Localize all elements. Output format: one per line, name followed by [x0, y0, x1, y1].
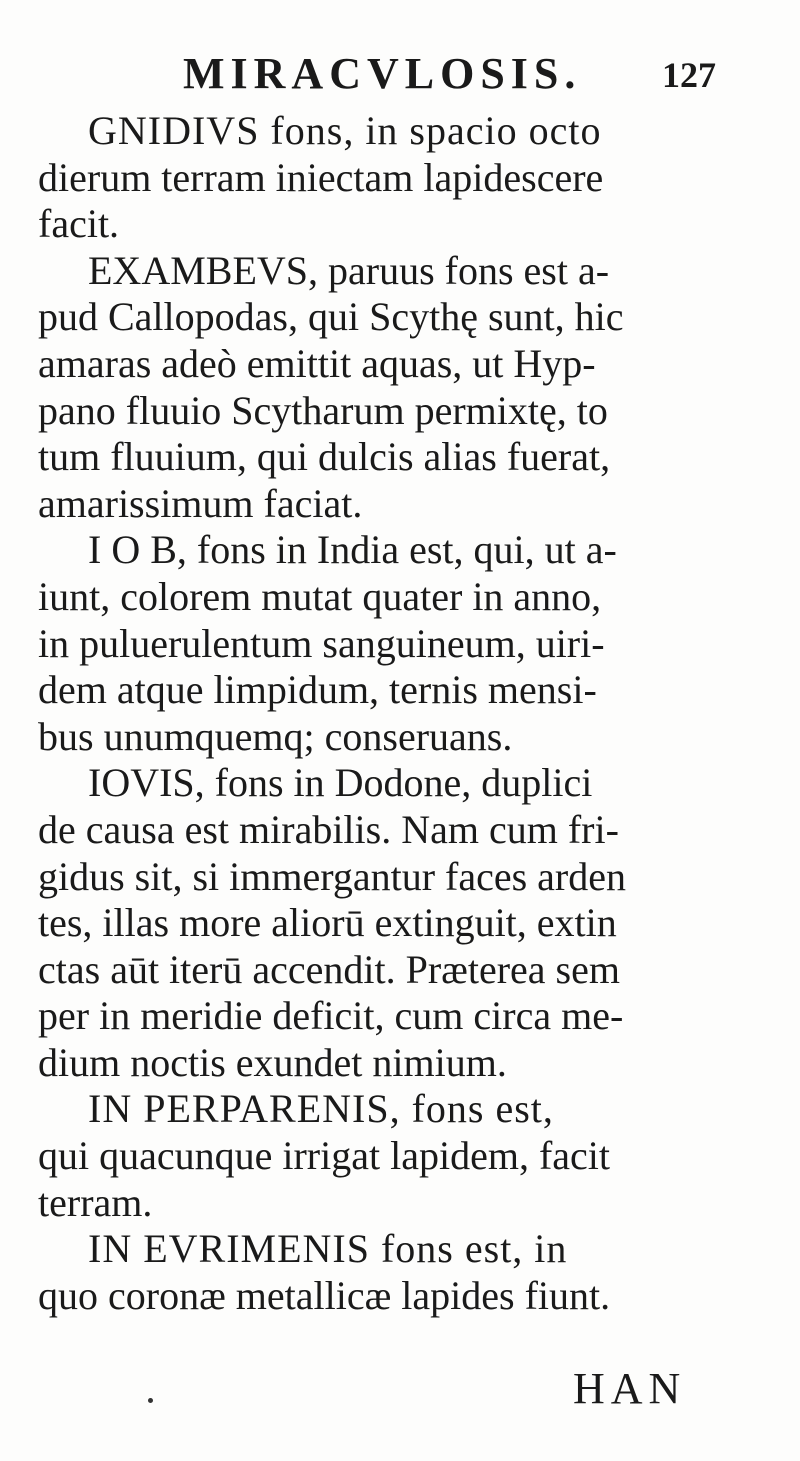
text-line: EXAMBEVS, paruus fons est a-	[88, 247, 610, 293]
text-line: ctas aūt iterū accendit. Præterea sem	[38, 946, 620, 992]
text-line: terram.	[38, 1179, 153, 1225]
text-line: facit.	[38, 201, 120, 247]
text-line: amarissimum faciat.	[38, 480, 363, 526]
running-head: MIRACVLOSIS.	[183, 49, 582, 98]
text-line: dium noctis exundet nimium.	[38, 1039, 507, 1085]
text-line: per in meridie deficit, cum circa me-	[38, 993, 624, 1039]
text-line: GNIDIVS fons, in spacio octo	[88, 108, 602, 153]
text-line: qui quacunque irrigat lapidem, facit	[38, 1133, 611, 1179]
text-line: amaras adeò emittit aquas, ut Hyp-	[38, 340, 596, 386]
text-line: de causa est mirabilis. Nam cum fri-	[38, 806, 619, 852]
text-line: in puluerulentum sanguineum, uiri-	[38, 620, 605, 666]
text-line: tum fluuium, qui dulcis alias fuerat,	[38, 434, 611, 480]
text-line: gidus sit, si immergantur faces arden	[38, 853, 627, 899]
page-number: 127	[662, 55, 716, 95]
catchword: HAN	[573, 1364, 687, 1413]
text-line: I O B, fons in India est, qui, ut a-	[88, 527, 617, 573]
body-text	[38, 108, 738, 1319]
page-header	[0, 48, 800, 108]
text-line: pano fluuio Scytharum permixtę, to	[38, 387, 608, 433]
text-line: iunt, colorem mutat quater in anno,	[38, 573, 602, 619]
text-line: tes, illas more aliorū extinguit, extin	[38, 900, 617, 946]
text-line: bus unumquemq; conseruans.	[38, 713, 513, 759]
text-line: IOVIS, fons in Dodone, duplici	[88, 760, 593, 806]
text-line: IN PERPARENIS, fons est,	[88, 1086, 554, 1132]
text-line: dierum terram iniectam lapidescere	[38, 154, 604, 200]
text-line: IN EVRIMENIS fons est, in	[88, 1226, 568, 1272]
text-line: dem atque limpidum, ternis mensi-	[38, 667, 597, 713]
ink-speck	[148, 1398, 153, 1403]
text-line: quo coronæ metallicæ lapides fiunt.	[38, 1272, 611, 1318]
text-line: pud Callopodas, qui Scythę sunt, hic	[38, 294, 624, 340]
